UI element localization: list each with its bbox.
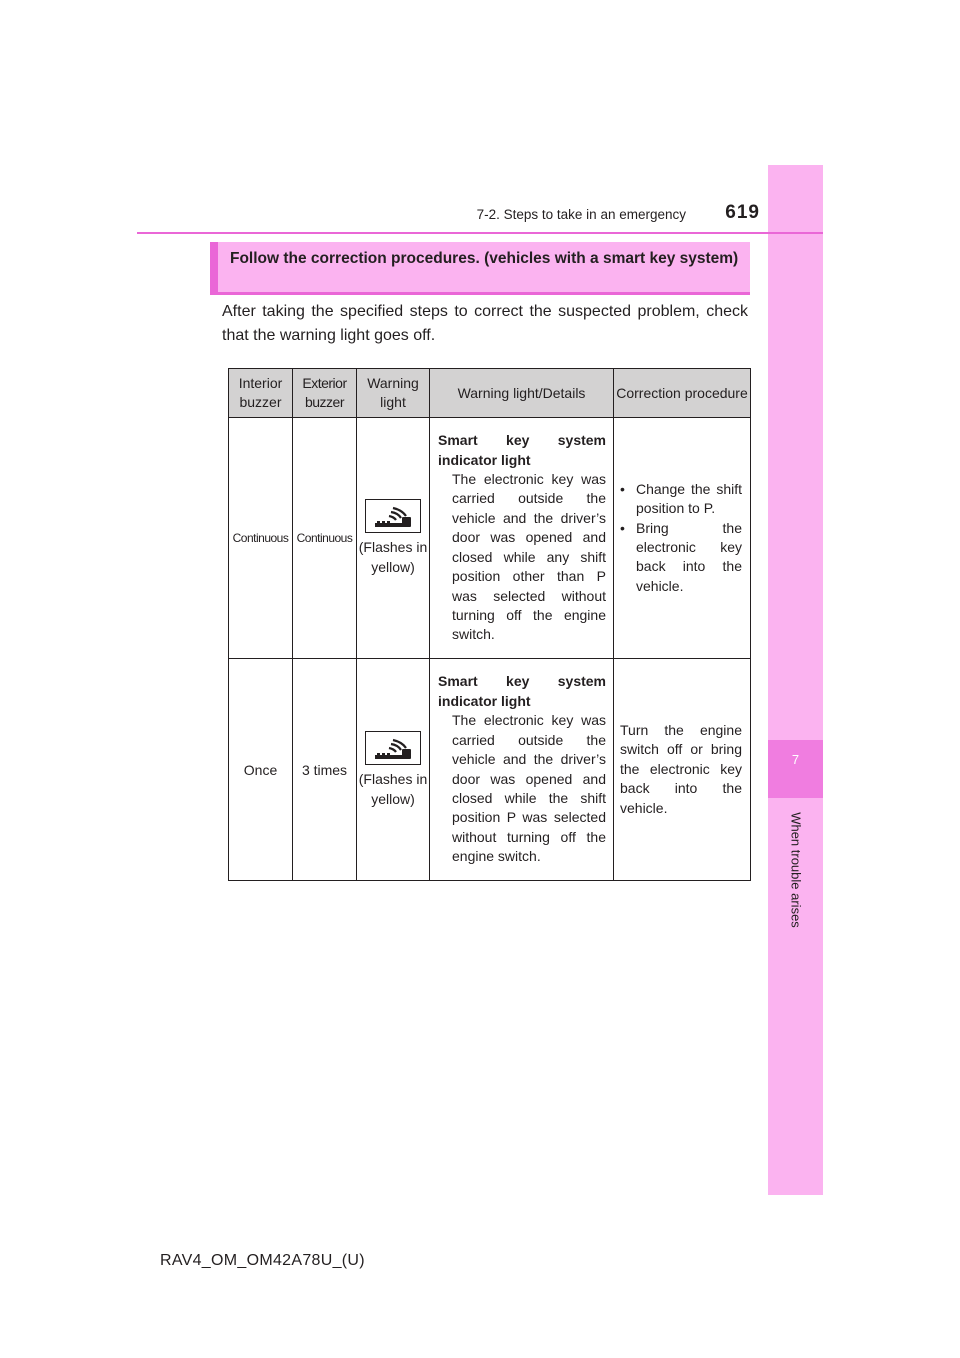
warning-table: [228, 368, 751, 881]
header-interior-buzzer: Interior buzzer: [229, 369, 293, 418]
exterior-buzzer-cell: Continuous: [293, 418, 357, 659]
warning-light-cell: [357, 659, 430, 881]
interior-buzzer-cell: Continuous: [229, 418, 293, 659]
details-body: The electronic key was carried outside the vehicle and the driver’s door was opened and closed while any shift position other than P was selected without turning off the engine switch.: [452, 471, 606, 643]
smart-key-indicator-icon: [365, 499, 421, 533]
chapter-tab[interactable]: [768, 740, 823, 798]
page-number: 619: [725, 202, 760, 223]
banner-title: Follow the correction procedures. (vehicles with a smart key system): [230, 250, 739, 267]
warning-light-cell: [357, 418, 430, 659]
light-note: (Flashes in yellow): [358, 770, 428, 807]
details-body: The electronic key was carried outside the vehicle and the driver’s door was opened and closed while the shift position P was selected without turning off the engine switch.: [452, 712, 606, 865]
procedure-cell: [614, 659, 751, 881]
interior-buzzer-cell: Once: [229, 659, 293, 881]
procedure-step: Bring the electronic key back into the vehicle.: [636, 519, 742, 594]
header-warning-light: Warning light: [357, 369, 430, 418]
header-exterior-buzzer: Exterior buzzer: [293, 369, 357, 418]
smart-key-indicator-icon: [365, 731, 421, 765]
procedure-text: Turn the engine switch off or bring the electronic key back into the vehicle.: [620, 721, 742, 816]
intro-paragraph: After taking the specified steps to correct the suspected problem, check that the warning light goes off.: [222, 303, 748, 344]
header-divider: [137, 232, 823, 234]
table-row: [229, 659, 751, 881]
list-item: [620, 480, 742, 519]
procedure-cell: [614, 418, 751, 659]
bullet-icon: •: [620, 480, 625, 497]
banner-accent-bar: [210, 242, 218, 292]
section-title: 7-2. Steps to take in an emergency: [476, 207, 686, 222]
table-header-row: [229, 369, 751, 418]
document-code: RAV4_OM_OM42A78U_(U): [160, 1252, 365, 1269]
procedure-banner: [210, 242, 750, 295]
details-cell: [430, 659, 614, 881]
light-note: (Flashes in yellow): [358, 539, 428, 575]
details-title: Smart key system indicator light: [438, 432, 606, 468]
header-details: Warning light/Details: [430, 369, 614, 418]
side-tab-strip: [768, 165, 823, 1195]
chapter-label: When trouble arises: [788, 812, 804, 928]
chapter-number: 7: [791, 752, 800, 767]
table-row: [229, 418, 751, 659]
bullet-icon: •: [620, 519, 625, 536]
details-title: Smart key system indicator light: [438, 673, 606, 709]
header-correction-procedure: Correction procedure: [614, 369, 751, 418]
exterior-buzzer-cell: 3 times: [293, 659, 357, 881]
details-cell: [430, 418, 614, 659]
list-item: [620, 519, 742, 597]
procedure-step: Change the shift position to P.: [636, 480, 742, 517]
